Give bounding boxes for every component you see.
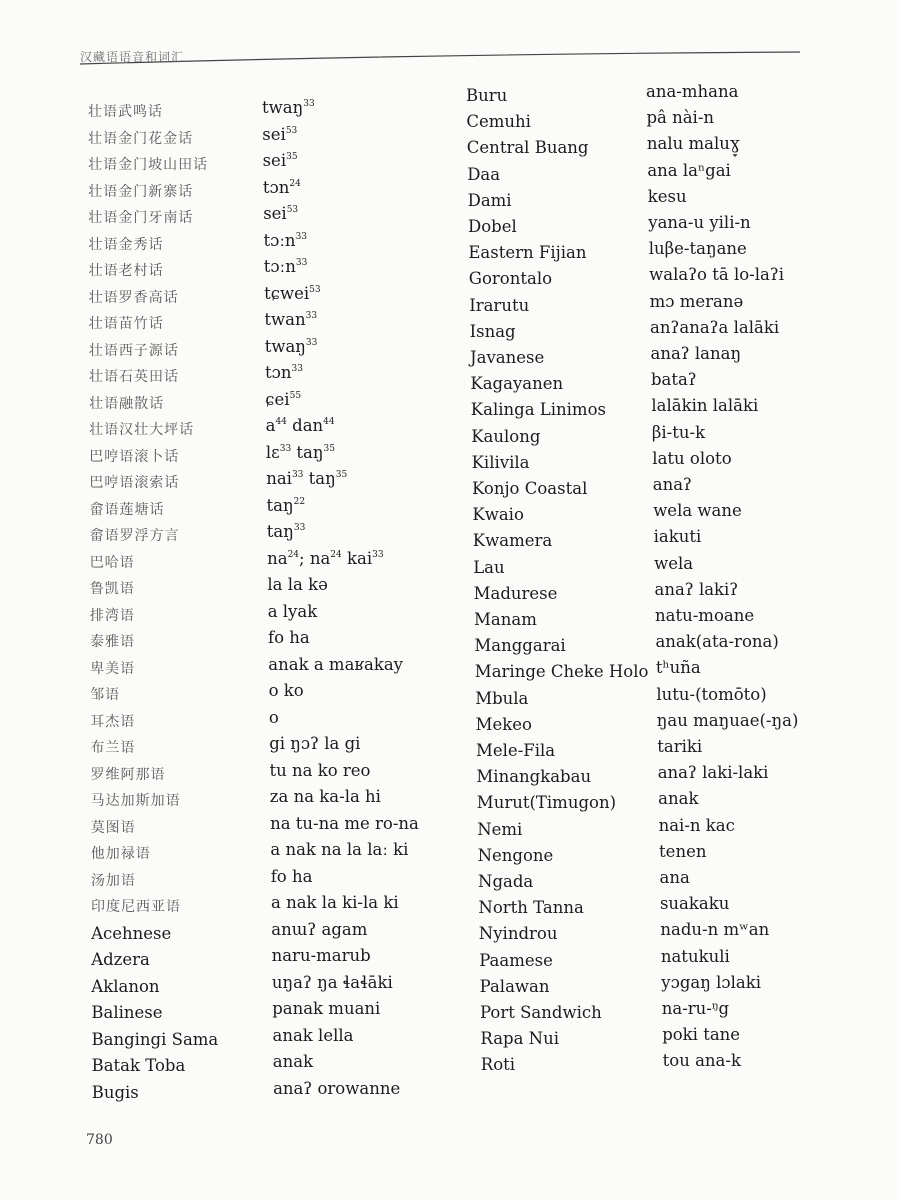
entry-language: Nemi — [477, 819, 523, 839]
entry-word: twaŋ$^{33}$ — [262, 98, 315, 117]
entry-language: 壮语老村话 — [88, 263, 164, 279]
entry-word: βi-tu-k — [651, 422, 706, 442]
entry-language: 泰雅语 — [90, 634, 135, 650]
entry-word: walaʔo tā lo-laʔi — [649, 265, 784, 285]
entry-language: 壮语融散话 — [89, 395, 165, 412]
entry-language: 畲语罗浮方言 — [89, 528, 180, 544]
entry-word: anak(ata-rona) — [655, 632, 779, 652]
entry-language: 鲁凯语 — [89, 581, 135, 597]
entry-word: wela — [654, 553, 694, 573]
entry-language: Gorontalo — [468, 269, 553, 289]
entry-language: Buru — [466, 86, 508, 105]
entry-language: Dobel — [468, 217, 517, 236]
entry-word: tɔːn$^{33}$ — [263, 230, 308, 250]
entry-word: nadu-n mʷan — [660, 920, 770, 940]
entry-word: ana-mhana — [646, 82, 739, 101]
entry-word: anaʔ lanaŋ — [650, 344, 742, 363]
entry-language: 巴哼语滚索话 — [89, 475, 180, 491]
entry-word: pâ nài-n — [646, 108, 715, 128]
entry-language: Kwamera — [472, 531, 553, 551]
entry-language: 印度尼西亚语 — [91, 899, 181, 915]
entry-word: lɛ$^{33}$ taŋ$^{35}$ — [265, 442, 335, 462]
entry-language: Murut(Timugon) — [476, 793, 617, 813]
entry-language: 壮语金门牙南话 — [88, 210, 194, 226]
entry-word: kesu — [647, 186, 687, 206]
entry-word: fo ha — [268, 628, 310, 647]
entry-word: luβe-taŋane — [648, 239, 747, 259]
entry-language: 巴哈语 — [89, 554, 135, 571]
entry-word: nai-n kac — [658, 815, 735, 835]
entry-language: Manggarai — [474, 636, 566, 656]
entry-word: tɕwei$^{53}$ — [264, 283, 321, 303]
entry-word: twaŋ$^{33}$ — [264, 336, 318, 356]
entry-language: Eastern Fijian — [468, 243, 587, 263]
entry-word: za na ka-la hi — [269, 787, 381, 806]
entry-language: Aklanon — [91, 976, 160, 996]
entry-word: twan$^{33}$ — [264, 310, 318, 329]
entry-language: Mele-Fila — [476, 741, 556, 760]
entry-word: tou ana-k — [662, 1051, 741, 1071]
entry-word: wela wane — [653, 501, 742, 521]
entry-language: 马达加斯加语 — [90, 793, 181, 809]
entry-language: Nengone — [477, 845, 554, 865]
entry-word: ana laⁿgai — [647, 160, 731, 180]
entry-word: fo ha — [270, 866, 313, 886]
entry-word: tɔːn$^{33}$ — [263, 257, 308, 276]
entry-language: Konjo Coastal — [472, 479, 588, 498]
entry-language: Batak Toba — [91, 1056, 186, 1075]
entry-word: la la kə — [267, 575, 328, 594]
entry-language: Balinese — [91, 1003, 163, 1022]
entry-word: mɔ meranə — [649, 291, 744, 311]
entry-word: tʰuña — [655, 658, 701, 678]
entry-language: Madurese — [473, 583, 558, 603]
entry-word: suakaku — [659, 894, 730, 914]
entry-language: Dami — [467, 190, 512, 210]
entry-language: Paamese — [479, 950, 553, 970]
entry-word: anaʔ — [652, 475, 692, 494]
entry-word: tariki — [657, 737, 703, 756]
entry-word: $na^{24}$; $na^{24}$ kai$^{33}$ — [267, 548, 384, 568]
entry-language: 巴哼语滚卜话 — [89, 448, 180, 465]
entry-language: Mbula — [475, 688, 529, 708]
entry-word: bataʔ — [650, 370, 697, 390]
entry-language: Palawan — [479, 976, 550, 996]
entry-language: Mekeo — [475, 714, 532, 734]
entry-language: 布兰语 — [90, 740, 136, 756]
entry-word: tɔn$^{24}$ — [262, 177, 301, 197]
entry-language: 他加禄语 — [90, 846, 151, 862]
entry-word: o ko — [268, 681, 304, 700]
entry-language: North Tanna — [478, 898, 584, 918]
entry-language: Ngada — [478, 872, 534, 891]
entry-language: Maringe Cheke Holo — [474, 662, 649, 682]
entry-word: iakuti — [653, 527, 702, 547]
entry-word: panak muani — [272, 999, 381, 1018]
entry-language: Kilivila — [471, 452, 530, 472]
entry-language: Nyindrou — [478, 924, 558, 944]
entry-word: lutu-(tomōto) — [656, 684, 767, 704]
entry-language: Central Buang — [466, 138, 589, 158]
entry-language: 壮语罗香高话 — [88, 289, 179, 306]
entry-language: 壮语金秀话 — [88, 236, 164, 253]
entry-word: gi ŋɔʔ la gi — [269, 734, 361, 753]
entry-word: anaʔ lakiʔ — [654, 579, 739, 599]
entry-word: ana — [659, 868, 690, 887]
entry-language: Irarutu — [469, 295, 530, 315]
entry-word: anak — [658, 789, 699, 809]
entry-word: a nak la ki-la ki — [271, 893, 399, 912]
entry-word: na tu-na me ro-na — [270, 813, 419, 833]
entry-word: nai$^{33}$ taŋ$^{35}$ — [266, 469, 348, 488]
entry-language: 壮语西子源话 — [88, 342, 179, 359]
entry-word: sei$^{53}$ — [263, 204, 299, 223]
entry-word: latu oloto — [652, 448, 732, 468]
entry-word: tu na ko reo — [269, 760, 371, 780]
entry-word: ŋau maŋuae(-ŋa) — [656, 710, 799, 730]
entry-language: Kalinga Linimos — [470, 400, 606, 420]
entry-word: a lyak — [267, 601, 318, 621]
entry-word: anak a maʁakay — [268, 654, 403, 674]
entry-word: anɯʔ agam — [271, 919, 368, 939]
header-rule — [80, 40, 800, 70]
entry-word: na-ru-ᵑg — [661, 999, 730, 1018]
entry-word: taŋ$^{22}$ — [266, 495, 306, 515]
entry-language: Kagayanen — [470, 374, 564, 394]
entry-language: Bugis — [91, 1082, 139, 1102]
entry-language: Cemuhi — [466, 112, 531, 132]
entry-word: poki tane — [662, 1025, 741, 1045]
entry-language: Rapa Nui — [480, 1029, 560, 1049]
entry-language: 卑美语 — [90, 660, 136, 677]
running-header: 汉藏语语音和词汇 — [80, 50, 185, 64]
entry-word: yana-u yili-n — [648, 213, 751, 232]
entry-language: Manam — [474, 610, 537, 629]
entry-language: 邹语 — [90, 687, 121, 703]
entry-word: o — [268, 707, 279, 727]
entry-language: Minangkabau — [476, 767, 592, 787]
entry-language: 耳杰语 — [90, 713, 136, 730]
entry-word: tɔn$^{33}$ — [265, 363, 303, 382]
page-number: 780 — [86, 1132, 113, 1148]
entry-word: anaʔ laki-laki — [657, 763, 769, 783]
entry-word: uŋaʔ ŋa ɬaɬāki — [271, 972, 393, 992]
entry-language: 罗维阿那语 — [90, 766, 166, 783]
entry-language: Adzera — [91, 950, 150, 969]
entry-language: Port Sandwich — [480, 1003, 602, 1022]
entry-word: anaʔ orowanne — [273, 1078, 401, 1098]
entry-word: anak — [272, 1052, 314, 1071]
entry-word: sei$^{53}$ — [262, 124, 298, 144]
entry-language: Isnag — [469, 321, 516, 341]
entry-word: anak lella — [272, 1025, 354, 1045]
entry-language: 排湾语 — [89, 607, 135, 624]
entry-language: Kaulong — [471, 426, 541, 446]
entry-language: 壮语武鸣话 — [88, 104, 163, 120]
entry-language: Javanese — [470, 348, 545, 367]
entry-word: nalu maluɣ̞ — [646, 134, 740, 154]
entry-language: 汤加语 — [90, 872, 136, 889]
entry-language: 莫图语 — [90, 819, 136, 836]
entry-language: Kwaio — [472, 505, 524, 525]
entry-word: natukuli — [660, 946, 730, 966]
entry-language: 壮语金门坡山田话 — [88, 157, 209, 173]
entry-language: 壮语金门花金话 — [88, 130, 194, 147]
entry-language: Bangingi Sama — [91, 1029, 219, 1049]
entry-word: lalākin lalāki — [651, 396, 759, 416]
entry-language: Daa — [467, 164, 501, 184]
entry-language: 壮语金门新寨话 — [88, 183, 194, 200]
entry-language: 壮语石英田话 — [89, 369, 179, 385]
entry-word: $a^{44}$ dan$^{44}$ — [265, 416, 335, 435]
entry-word: sei$^{35}$ — [262, 151, 298, 170]
entry-word: natu-moane — [655, 606, 755, 625]
entry-language: Lau — [473, 557, 505, 577]
entry-word: a nak na la laː ki — [270, 840, 409, 859]
entry-language: 壮语苗竹话 — [88, 316, 164, 332]
entry-language: 壮语汉壮大坪话 — [89, 422, 195, 438]
entry-language: 畲语莲塘话 — [89, 501, 165, 518]
entry-language: Roti — [480, 1055, 516, 1075]
entry-word: tenen — [659, 841, 707, 861]
entry-language: Acehnese — [91, 923, 172, 943]
entry-word: anʔanaʔa lalāki — [650, 317, 780, 337]
entry-word: ɕei$^{55}$ — [265, 389, 302, 409]
entry-word: naru-marub — [271, 946, 371, 965]
entry-word: taŋ$^{33}$ — [266, 522, 306, 541]
entry-word: yɔgaŋ lɔlaki — [661, 972, 762, 992]
